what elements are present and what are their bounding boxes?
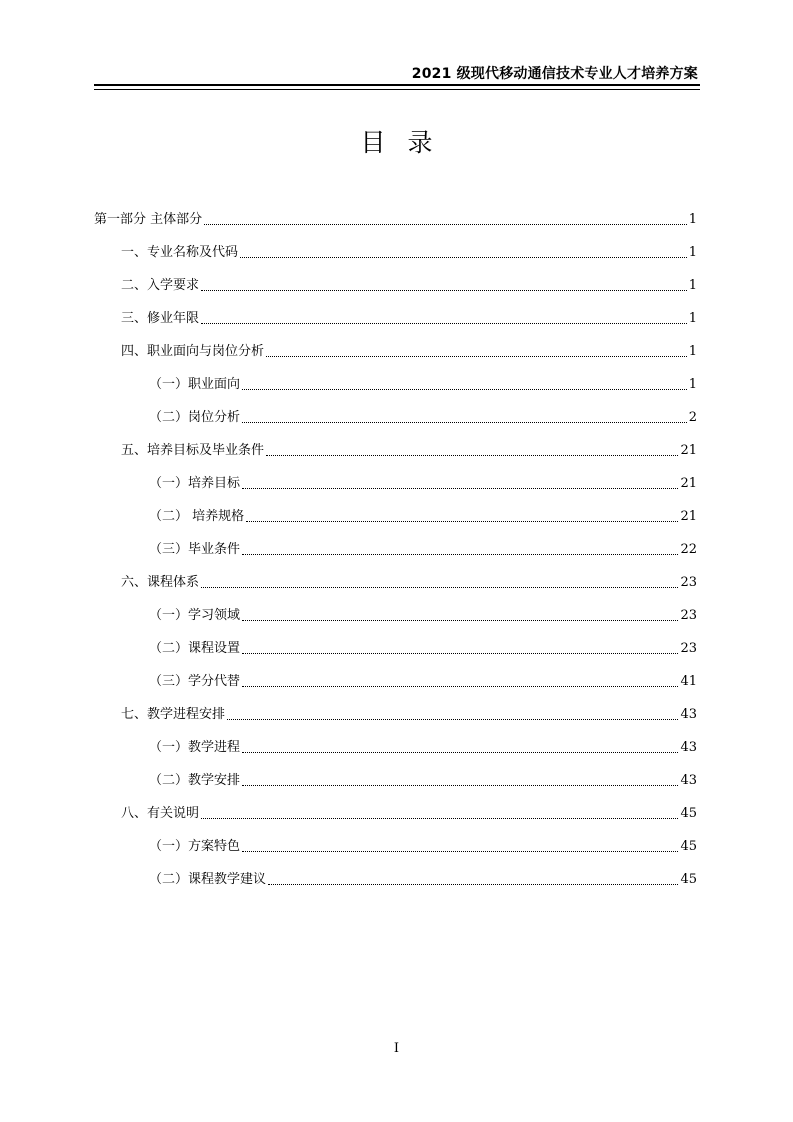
toc-entry-label: （一）学习领域 [149, 608, 241, 623]
toc-entry-label: （三）毕业条件 [149, 542, 241, 557]
toc-entry-section-1[interactable] [94, 230, 697, 263]
toc-entry-label: 第一部分 主体部分 [94, 212, 203, 227]
toc-entry-section-4[interactable] [94, 329, 697, 362]
toc-entry-label: （一）教学进程 [149, 740, 241, 755]
toc-entry-subsection-4-1[interactable] [94, 362, 697, 395]
toc-entry-subsection-7-1[interactable] [94, 725, 697, 758]
toc-entry-page: 43 [680, 773, 697, 788]
toc-entry-page: 41 [680, 674, 697, 689]
toc-entry-section-6[interactable] [94, 560, 697, 593]
running-header-title: 2021 级现代移动通信技术专业人才培养方案 [411, 66, 698, 82]
toc-entry-subsection-5-2[interactable] [94, 494, 697, 527]
toc-entry-label: （二）课程设置 [149, 641, 241, 656]
toc-entry-page: 45 [680, 872, 697, 887]
page-number: I [393, 1041, 400, 1056]
toc-title: 目录 [360, 128, 455, 157]
toc-entry-section-3[interactable] [94, 296, 697, 329]
toc-entry-page: 1 [688, 311, 697, 326]
toc-entry-page: 23 [680, 575, 697, 590]
toc-entry-subsection-5-3[interactable] [94, 527, 697, 560]
dot-leader [268, 884, 678, 885]
toc-entry-subsection-4-2[interactable] [94, 395, 697, 428]
toc-entry-page: 43 [680, 740, 697, 755]
toc-entry-section-8[interactable] [94, 791, 697, 824]
dot-leader [240, 257, 687, 258]
toc-entry-page: 2 [688, 410, 697, 425]
toc-entry-page: 1 [688, 377, 697, 392]
toc-entry-page: 22 [680, 542, 697, 557]
toc-entry-page: 1 [688, 245, 697, 260]
table-of-contents [94, 197, 697, 890]
toc-entry-subsection-6-3[interactable] [94, 659, 697, 692]
toc-entry-page: 1 [688, 278, 697, 293]
dot-leader [201, 323, 687, 324]
toc-entry-label: （二）课程教学建议 [149, 872, 267, 887]
dot-leader [242, 686, 678, 687]
toc-entry-label: 四、职业面向与岗位分析 [121, 344, 265, 359]
dot-leader [266, 356, 687, 357]
toc-entry-label: 一、专业名称及代码 [121, 245, 239, 260]
toc-entry-page: 21 [680, 443, 697, 458]
toc-entry-label: 七、教学进程安排 [121, 707, 226, 722]
dot-leader [242, 653, 678, 654]
dot-leader [242, 389, 687, 390]
toc-entry-section-7[interactable] [94, 692, 697, 725]
toc-entry-label: 六、课程体系 [121, 575, 200, 590]
toc-entry-subsection-6-1[interactable] [94, 593, 697, 626]
toc-entry-label: （一）职业面向 [149, 377, 241, 392]
dot-leader [246, 521, 678, 522]
toc-entry-subsection-5-1[interactable] [94, 461, 697, 494]
dot-leader [242, 554, 678, 555]
toc-entry-label: （二） 培养规格 [149, 509, 245, 524]
dot-leader [204, 224, 687, 225]
toc-entry-part-1[interactable] [94, 197, 697, 230]
header-double-rule [94, 84, 700, 90]
toc-entry-label: （一）方案特色 [149, 839, 241, 854]
toc-entry-label: （三）学分代替 [149, 674, 241, 689]
toc-entry-section-2[interactable] [94, 263, 697, 296]
toc-entry-subsection-7-2[interactable] [94, 758, 697, 791]
dot-leader [201, 290, 687, 291]
toc-entry-page: 45 [680, 806, 697, 821]
dot-leader [242, 422, 687, 423]
toc-entry-label: 三、修业年限 [121, 311, 200, 326]
toc-entry-label: 八、有关说明 [121, 806, 200, 821]
toc-entry-page: 23 [680, 641, 697, 656]
dot-leader [242, 752, 678, 753]
toc-entry-page: 1 [688, 344, 697, 359]
toc-entry-label: （二）教学安排 [149, 773, 241, 788]
dot-leader [266, 455, 678, 456]
toc-entry-page: 21 [680, 476, 697, 491]
toc-entry-page: 21 [680, 509, 697, 524]
dot-leader [242, 488, 678, 489]
toc-entry-label: （二）岗位分析 [149, 410, 241, 425]
toc-entry-label: 二、入学要求 [121, 278, 200, 293]
toc-entry-label: （一）培养目标 [149, 476, 241, 491]
toc-entry-subsection-8-2[interactable] [94, 857, 697, 890]
toc-entry-label: 五、培养目标及毕业条件 [121, 443, 265, 458]
toc-entry-subsection-6-2[interactable] [94, 626, 697, 659]
dot-leader [242, 620, 678, 621]
toc-entry-page: 23 [680, 608, 697, 623]
dot-leader [201, 818, 678, 819]
dot-leader [242, 851, 678, 852]
toc-entry-section-5[interactable] [94, 428, 697, 461]
dot-leader [227, 719, 678, 720]
toc-entry-page: 1 [688, 212, 697, 227]
toc-entry-subsection-8-1[interactable] [94, 824, 697, 857]
toc-entry-page: 45 [680, 839, 697, 854]
toc-entry-page: 43 [680, 707, 697, 722]
dot-leader [242, 785, 678, 786]
dot-leader [201, 587, 678, 588]
